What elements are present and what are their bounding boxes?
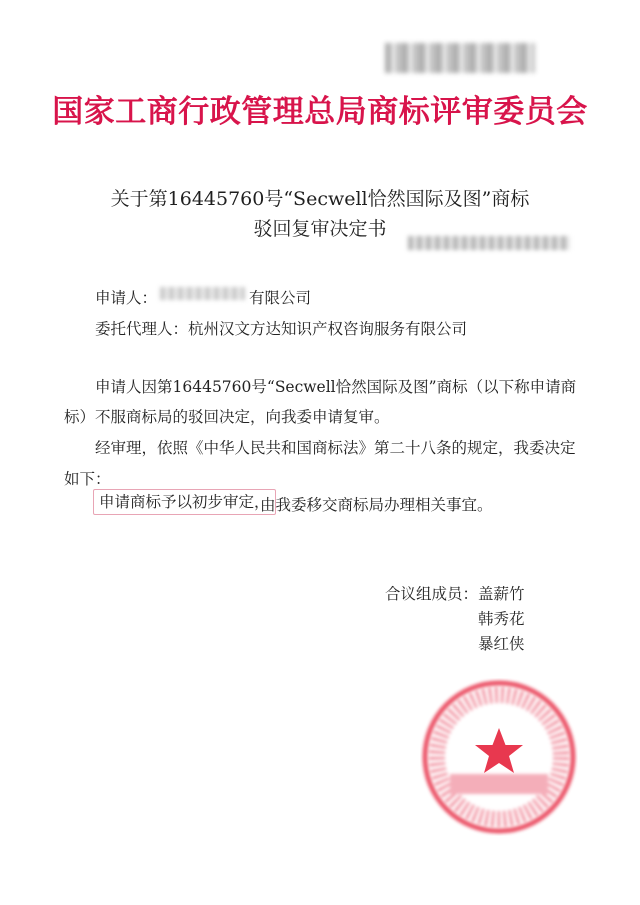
issuing-authority-title: 国家工商行政管理总局商标评审委员会 [52,94,588,130]
seal-star-icon [475,728,523,773]
document-title-line1: 关于第16445760号“Secwell恰然国际及图”商标 [110,188,530,210]
panel-member: 盖薪竹 [478,585,525,603]
panel-member: 暴红侠 [478,635,525,653]
official-seal [420,678,578,836]
redacted-stamp [385,43,535,73]
redacted-document-number [408,236,570,250]
redacted-applicant-name [160,287,245,300]
applicant-label: 申请人： [95,289,158,307]
paragraph-1-line-1: 申请人因第16445760号“Secwell恰然国际及图”商标（以下称申请商 [95,378,577,396]
decision-text: 由我委移交商标局办理相关事宜。 [260,496,493,514]
agent-line [95,317,467,339]
paragraph-2-line-2: 如下： [64,470,111,488]
agent-name: 杭州汉文方达知识产权咨询服务有限公司 [188,320,468,338]
paragraph-1-line-2: 标）不服商标局的驳回决定，向我委申请复审。 [64,408,390,426]
document-title-line2: 驳回复审决定书 [253,218,387,240]
paragraph-2-line-1: 经审理，依照《中华人民共和国商标法》第二十八条的规定，我委决定 [95,439,576,457]
panel-members-label: 合议组成员： [385,585,479,603]
panel-member: 韩秀花 [478,610,525,628]
applicant-suffix: 有限公司 [249,289,312,307]
decision-highlight-box: 申请商标予以初步审定， [93,489,276,515]
agent-label: 委托代理人： [95,320,189,338]
